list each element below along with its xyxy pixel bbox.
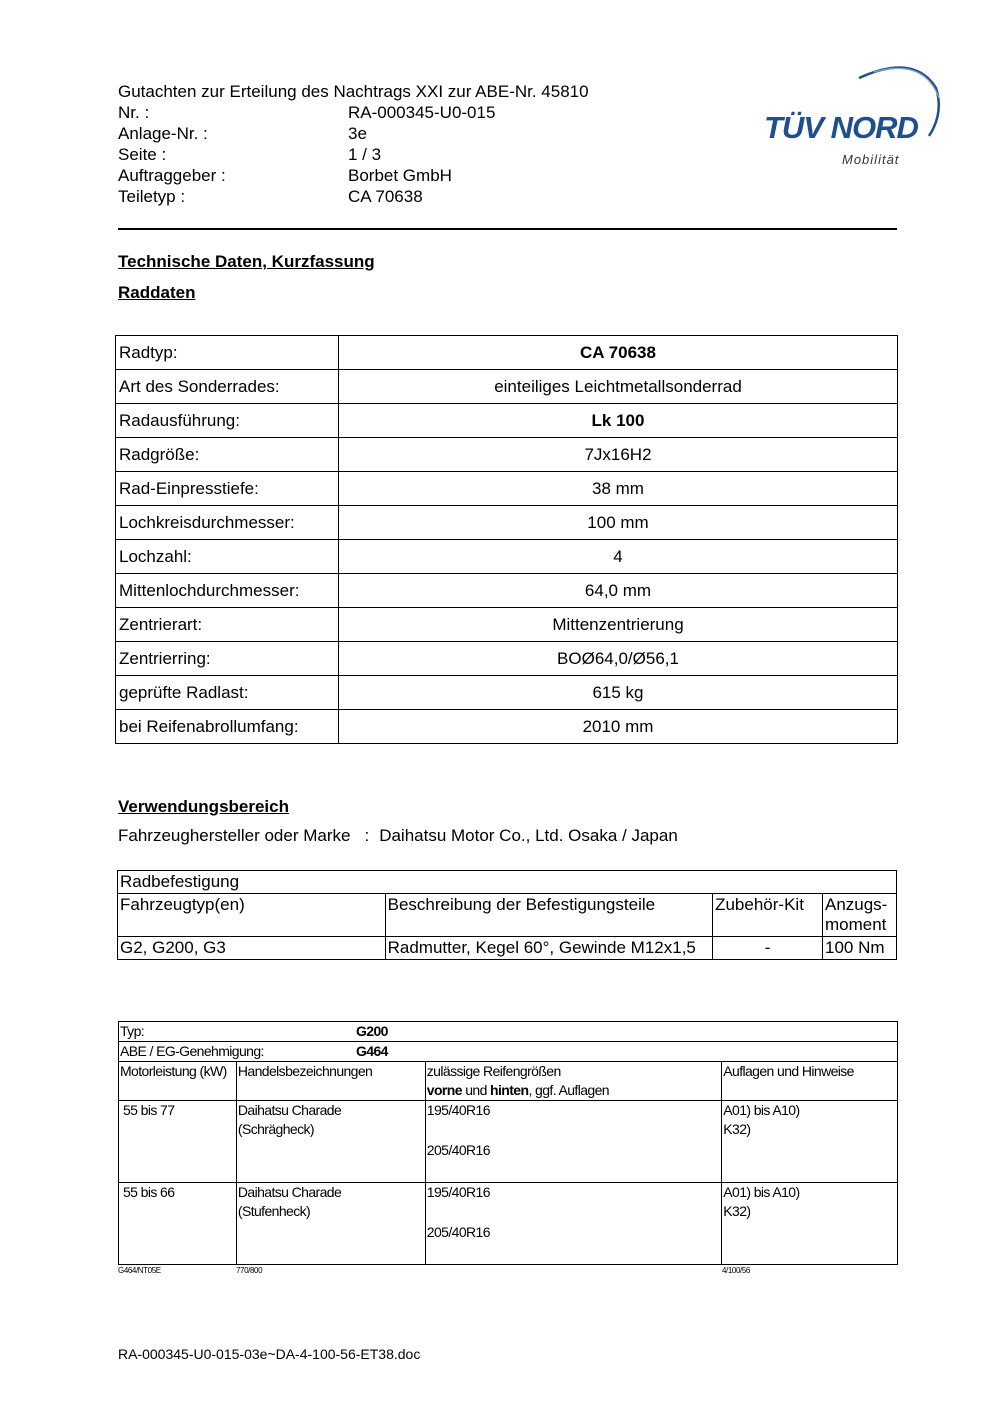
table-row — [119, 1042, 898, 1062]
cell-label: Radgröße: — [116, 438, 339, 472]
cell-tires — [425, 1101, 721, 1183]
cell-trade-name — [236, 1101, 425, 1183]
header-row-anlage — [118, 123, 589, 144]
trade-name-body: (Schrägheck) — [237, 1121, 314, 1137]
table-row — [119, 1183, 898, 1265]
cell-power: 55 bis 66 — [119, 1183, 237, 1265]
abe-label: ABE / EG-Genehmigung: — [120, 1043, 264, 1059]
tire-size: 205/40R16 — [426, 1142, 490, 1158]
cell-label: Radtyp: — [116, 336, 339, 370]
column-header: Fahrzeugtyp(en) — [118, 894, 386, 937]
table-row — [116, 506, 898, 540]
header-value: 1 / 3 — [348, 145, 382, 164]
note: A01) bis A10) — [723, 1184, 800, 1200]
cell-label: Rad-Einpresstiefe: — [116, 472, 339, 506]
table-row — [116, 574, 898, 608]
raddaten-heading: Raddaten — [118, 283, 196, 302]
header-label: Teiletyp : — [118, 187, 186, 206]
table-row — [119, 1022, 898, 1042]
cell-vehicle-types: G2, G200, G3 — [118, 937, 386, 960]
fastening-title: Radbefestigung — [118, 871, 897, 894]
trade-name-line: Daihatsu Charade — [237, 1102, 342, 1118]
code-range: 770/800 — [236, 1266, 263, 1275]
note: K32) — [723, 1121, 751, 1137]
code-bolt-pattern: 4/100/56 — [722, 1266, 750, 1275]
tire-size: 205/40R16 — [426, 1224, 490, 1240]
header-label: Auftraggeber : — [118, 166, 226, 185]
trade-name-line: Daihatsu Charade — [237, 1184, 342, 1200]
manufacturer-value: Daihatsu Motor Co., Ltd. Osaka / Japan — [379, 826, 678, 845]
cell-label: Lochkreisdurchmesser: — [116, 506, 339, 540]
cell-value: 100 mm — [339, 506, 898, 540]
table-row — [116, 438, 898, 472]
usage-heading: Verwendungsbereich — [118, 797, 289, 816]
tech-heading: Technische Daten, Kurzfassung — [118, 252, 375, 271]
col3-und: und — [461, 1082, 491, 1098]
column-header — [425, 1062, 721, 1101]
wheel-data-table — [115, 335, 898, 744]
cell-label: Mittenlochdurchmesser: — [116, 574, 339, 608]
header-value: CA 70638 — [348, 187, 423, 206]
trade-name-body: (Stufenheck) — [237, 1203, 311, 1219]
column-header: Beschreibung der Befestigungsteile — [385, 894, 712, 937]
abe-value: G464 — [356, 1043, 388, 1059]
vehicle-table — [118, 1021, 898, 1265]
tuv-nord-logo — [764, 58, 944, 173]
cell-label: Lochzahl: — [116, 540, 339, 574]
col3-line1: zulässige Reifengrößen — [426, 1063, 561, 1079]
cell-value: 7Jx16H2 — [339, 438, 898, 472]
cell-fastening-desc: Radmutter, Kegel 60°, Gewinde M12x1,5 — [385, 937, 712, 960]
header-row-seite — [118, 144, 589, 165]
tire-size: 195/40R16 — [426, 1102, 490, 1118]
cell-power: 55 bis 77 — [119, 1101, 237, 1183]
table-row — [118, 937, 897, 960]
col3-rest: , ggf. Auflagen — [528, 1082, 609, 1098]
table-row — [118, 871, 897, 894]
cell-label: Radausführung: — [116, 404, 339, 438]
cell-tires — [425, 1183, 721, 1265]
cell-label: Art des Sonderrades: — [116, 370, 339, 404]
typ-label: Typ: — [120, 1023, 145, 1039]
cell-trade-name — [236, 1183, 425, 1265]
table-row — [116, 370, 898, 404]
note: A01) bis A10) — [723, 1102, 800, 1118]
manufacturer-line — [118, 826, 678, 846]
cell-value: 2010 mm — [339, 710, 898, 744]
table-row — [116, 336, 898, 370]
cell-value: 4 — [339, 540, 898, 574]
code-approval: G464/NT05E — [118, 1266, 161, 1275]
table-header-row — [119, 1062, 898, 1101]
cell-notes — [722, 1101, 898, 1183]
header-value: RA-000345-U0-015 — [348, 103, 496, 122]
header-label: Nr. : — [118, 103, 150, 122]
cell-label: geprüfte Radlast: — [116, 676, 339, 710]
table-row — [116, 642, 898, 676]
table-header-row — [118, 894, 897, 937]
table-row — [116, 540, 898, 574]
table-row — [116, 608, 898, 642]
note: K32) — [723, 1203, 751, 1219]
cell-value: BOØ64,0/Ø56,1 — [339, 642, 898, 676]
tire-size: 195/40R16 — [426, 1184, 490, 1200]
logo-wordmark: TÜV NORD — [764, 110, 918, 145]
header-row-nr — [118, 102, 589, 123]
cell-value: einteiliges Leichtmetallsonderrad — [339, 370, 898, 404]
col3-vorne: vorne — [426, 1082, 462, 1098]
cell-label: Zentrierring: — [116, 642, 339, 676]
cell-value: 615 kg — [339, 676, 898, 710]
column-header: Handelsbezeichnungen — [236, 1062, 425, 1101]
fastening-table — [117, 870, 897, 960]
cell-value: CA 70638 — [339, 336, 898, 370]
cell-value: Mittenzentrierung — [339, 608, 898, 642]
header-value: Borbet GmbH — [348, 166, 452, 185]
table-row — [116, 710, 898, 744]
cell-accessory-kit: - — [713, 937, 823, 960]
logo-subtitle: Mobilität — [842, 152, 900, 167]
column-header: Anzugs-moment — [822, 894, 896, 937]
table-row — [116, 676, 898, 710]
cell-notes — [722, 1183, 898, 1265]
column-header: Auflagen und Hinweise — [722, 1062, 898, 1101]
cell-value: Lk 100 — [339, 404, 898, 438]
header-label: Seite : — [118, 145, 167, 164]
header-value: 3e — [348, 124, 367, 143]
header-row-teiletyp — [118, 186, 589, 207]
header-row-auftraggeber — [118, 165, 589, 186]
header-divider — [118, 228, 897, 230]
table-row — [119, 1101, 898, 1183]
table-row — [116, 404, 898, 438]
report-title: Gutachten zur Erteilung des Nachtrags XXI zur ABE-Nr. 45810 — [118, 82, 589, 101]
cell-label: bei Reifenabrollumfang: — [116, 710, 339, 744]
typ-row — [119, 1022, 898, 1042]
col3-hinten: hinten — [490, 1082, 529, 1098]
cell-label: Zentrierart: — [116, 608, 339, 642]
manufacturer-label: Fahrzeughersteller oder Marke — [118, 826, 351, 845]
footer-filename: RA-000345-U0-015-03e~DA-4-100-56-ET38.doc — [118, 1346, 421, 1362]
abe-row — [119, 1042, 898, 1062]
document-header — [118, 81, 589, 207]
header-label: Anlage-Nr. : — [118, 124, 208, 143]
typ-value: G200 — [356, 1023, 388, 1039]
cell-value: 64,0 mm — [339, 574, 898, 608]
column-header: Motorleistung (kW) — [119, 1062, 237, 1101]
column-header: Zubehör-Kit — [713, 894, 823, 937]
cell-value: 38 mm — [339, 472, 898, 506]
manufacturer-colon: : — [364, 826, 370, 845]
cell-torque: 100 Nm — [822, 937, 896, 960]
table-row — [116, 472, 898, 506]
